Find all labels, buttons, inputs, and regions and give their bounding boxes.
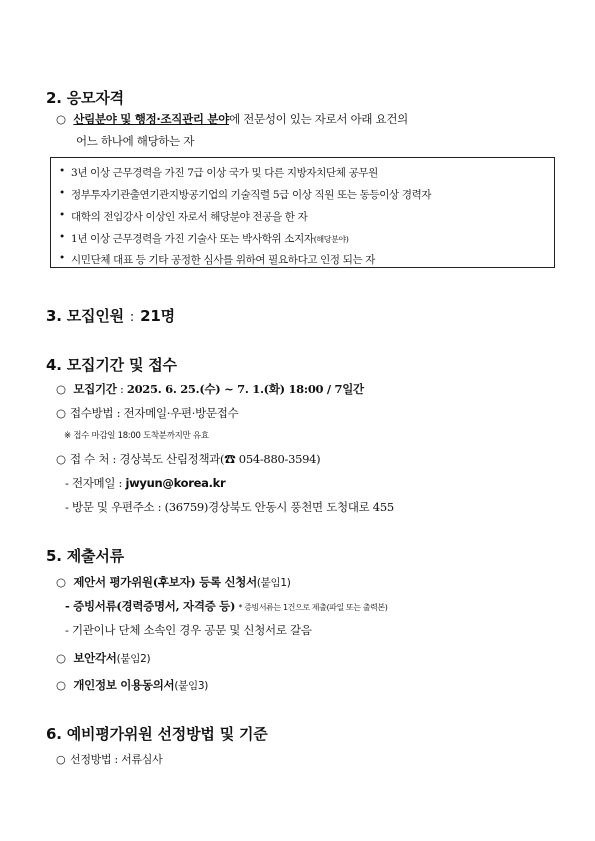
circle-bullet-icon: ○ [56, 452, 66, 466]
circle-bullet-icon: ○ [56, 382, 66, 396]
bullet-dot-icon: • [59, 209, 65, 221]
requirement-item: • 1년 이상 근무경력을 가진 기술사 또는 박사학위 소지자(해당분야) [59, 231, 349, 245]
doc-item-security: ○ 보안각서(붙임2) [56, 651, 151, 665]
deadline-note: ※ 접수 마감일 18:00 도착분까지만 유효 [64, 431, 209, 441]
period-value: 2025. 6. 25.(수) ~ 7. 1.(화) 18:00 / 7일간 [126, 382, 364, 396]
email-link[interactable]: jwyun@korea.kr [125, 476, 226, 490]
eligibility-field: 산림분야 및 행정·조직관리 분야 [73, 112, 230, 126]
section-6-title: 6. 예비평가위원 선정방법 및 기준 [46, 725, 268, 743]
eligibility-intro-line2: 어느 하나에 해당하는 자 [76, 134, 195, 148]
requirement-note: (해당분야) [313, 235, 349, 244]
recruit-count: 21명 [140, 307, 175, 325]
circle-bullet-icon: ○ [56, 406, 66, 420]
requirement-item: • 시민단체 대표 등 기타 공정한 심사를 위하여 필요하다고 인정 되는 자 [59, 252, 376, 266]
circle-bullet-icon: ○ [56, 678, 66, 692]
selection-method-line: ○ 선정방법 : 서류심사 [56, 753, 163, 766]
eligibility-intro-rest: 에 전문성이 있는 자로서 아래 요건의 [229, 112, 408, 126]
doc-item-evidence: - 증빙서류(경력증명서, 자격증 등) * 증빙서류는 1건으로 제출(파일 또는 출력본) [65, 599, 388, 613]
bullet-dot-icon: • [59, 231, 65, 243]
requirement-item: • 대학의 전임강사 이상인 자로서 해당분야 전공을 한 자 [59, 209, 308, 223]
bullet-dot-icon: • [59, 252, 65, 264]
circle-bullet-icon: ○ [56, 651, 66, 665]
office-line: ○ 접 수 처 : 경상북도 산림정책과(☎ 054-880-3594) [56, 452, 321, 466]
doc-item-substitute: - 기관이나 단체 소속인 경우 공문 및 신청서로 갈음 [65, 623, 312, 637]
bullet-dot-icon: • [59, 165, 65, 177]
doc-item-privacy: ○ 개인정보 이용동의서(붙임3) [56, 678, 209, 692]
period-line: ○ 모집기간 : 2025. 6. 25.(수) ~ 7. 1.(화) 18:00 / 7일간 [56, 382, 364, 396]
requirements-box [50, 157, 555, 268]
email-line: - 전자메일 : jwyun@korea.kr [65, 476, 226, 490]
section-5-title: 5. 제출서류 [46, 547, 124, 565]
section-3-title: 3. 모집인원 : 21명 [46, 307, 175, 325]
circle-bullet-icon: ○ [56, 112, 66, 126]
address-line: - 방문 및 우편주소 : (36759)경상북도 안동시 풍천면 도청대로 455 [65, 500, 394, 514]
bullet-dot-icon: • [59, 187, 65, 199]
requirement-item: • 3년 이상 근무경력을 가진 7급 이상 국가 및 다른 지방자치단체 공무원 [59, 165, 378, 179]
section-4-title: 4. 모집기간 및 접수 [46, 356, 177, 374]
section-2-title: 2. 응모자격 [46, 89, 124, 107]
requirement-item: • 정부투자기관출연기관지방공기업의 기술직렬 5급 이상 직원 또는 동등이상 경력자 [59, 187, 432, 201]
doc-item-proposal: ○ 제안서 평가위원(후보자) 등록 신청서(붙임1) [56, 575, 291, 589]
method-line: ○ 접수방법 : 전자메일·우편·방문접수 [56, 406, 239, 420]
eligibility-intro-line1 [56, 111, 408, 127]
circle-bullet-icon: ○ [56, 575, 66, 589]
circle-bullet-icon: ○ [56, 753, 66, 766]
period-label: 모집기간 [73, 382, 117, 396]
